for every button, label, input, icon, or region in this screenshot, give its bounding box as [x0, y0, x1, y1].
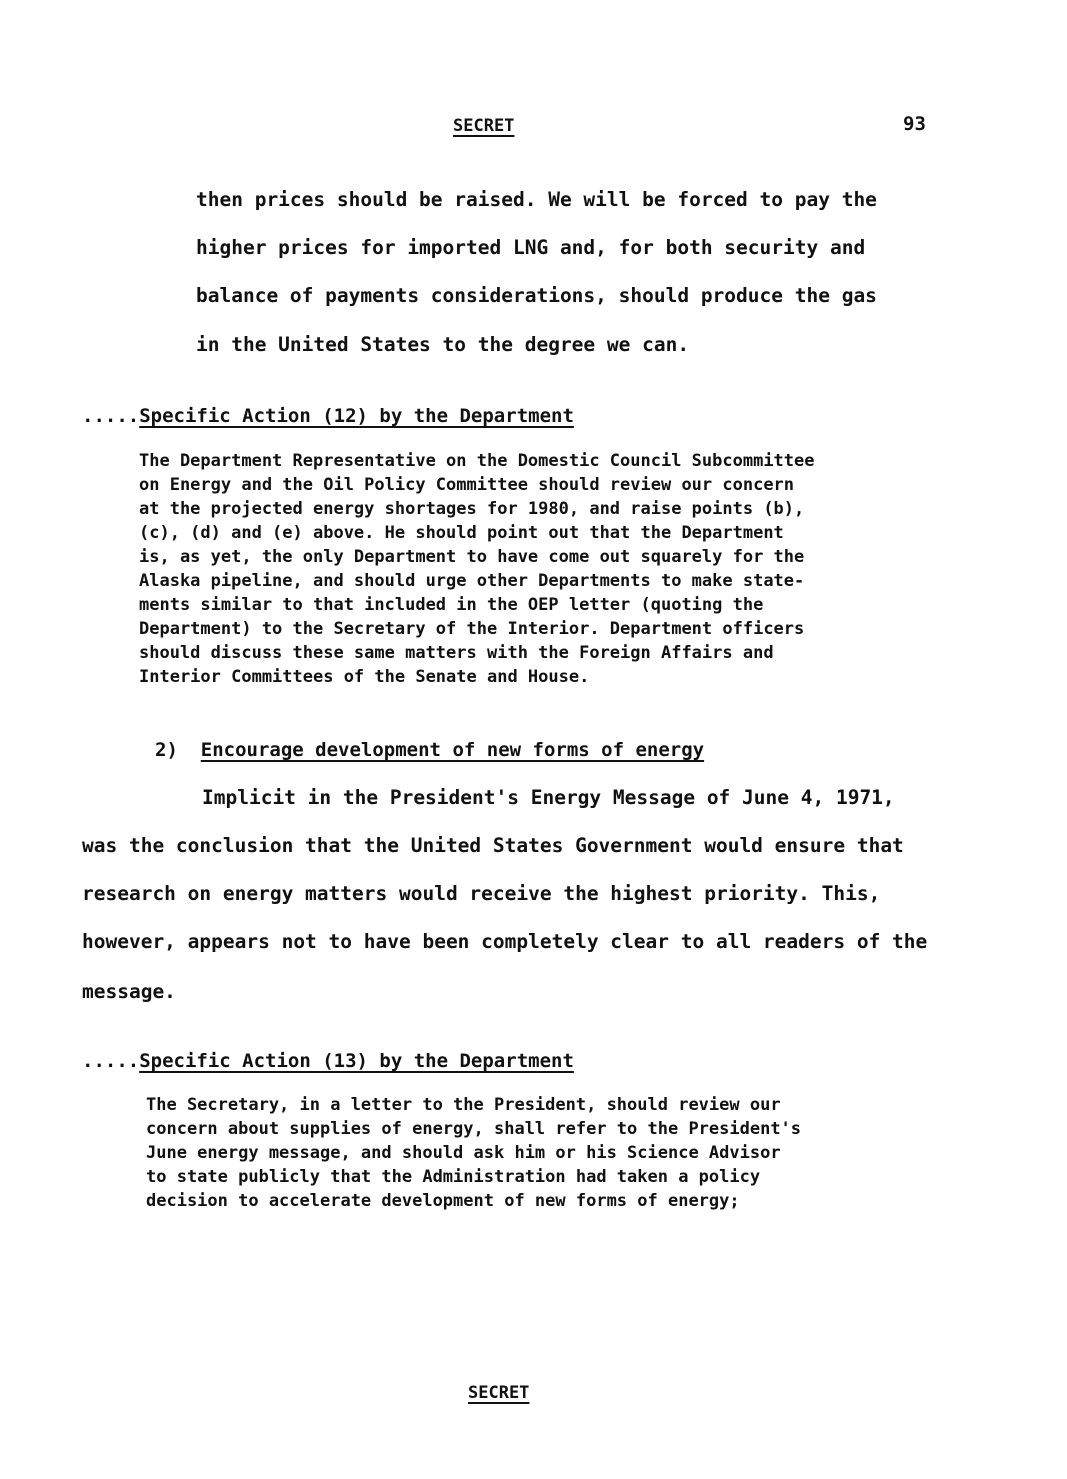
action-12-line: on Energy and the Oil Policy Committee should review our concern	[139, 475, 795, 495]
action-12-line: ments similar to that included in the OEP letter (quoting the	[139, 595, 764, 615]
action-12-line: should discuss these same matters with the Foreign Affairs and	[139, 643, 774, 663]
leader-dots: .....	[82, 1050, 140, 1072]
action-13-line: concern about supplies of energy, shall refer to the President's	[146, 1119, 802, 1139]
action-12-line: is, as yet, the only Department to have come out squarely for the	[139, 547, 805, 567]
section-2-number: 2)	[155, 739, 178, 761]
action-12-line: The Department Representative on the Domestic Council Subcommittee	[139, 451, 815, 471]
action-13-heading	[82, 1050, 574, 1072]
section-2-line: research on energy matters would receive the highest priority. This,	[82, 882, 881, 905]
intro-line: in the United States to the degree we can.	[196, 333, 690, 356]
classification-header: SECRET	[453, 116, 515, 136]
action-12-heading	[82, 405, 574, 427]
action-12-title: Specific Action (12) by the Department	[139, 405, 574, 427]
intro-line: then prices should be raised. We will be forced to pay the	[196, 188, 877, 211]
section-2-heading	[155, 739, 704, 761]
action-13-line: June energy message, and should ask him or his Science Advisor	[146, 1143, 781, 1163]
section-2-line: message.	[82, 980, 176, 1003]
action-13-title: Specific Action (13) by the Department	[139, 1050, 574, 1072]
action-12-line: (c), (d) and (e) above. He should point out that the Department	[139, 523, 784, 543]
action-12-line: at the projected energy shortages for 1980, and raise points (b),	[139, 499, 805, 519]
classification-footer: SECRET	[468, 1383, 530, 1403]
section-2-line: however, appears not to have been completely clear to all readers of the	[82, 930, 928, 953]
action-13-line: The Secretary, in a letter to the President, should review our	[146, 1095, 781, 1115]
section-2-line: Implicit in the President's Energy Message of June 4, 1971,	[202, 786, 895, 809]
intro-line: higher prices for imported LNG and, for both security and	[196, 236, 866, 259]
action-12-line: Alaska pipeline, and should urge other Departments to make state-	[139, 571, 805, 591]
action-12-line: Department) to the Secretary of the Interior. Department officers	[139, 619, 805, 639]
action-13-line: to state publicly that the Administration had taken a policy	[146, 1167, 761, 1187]
section-2-title: Encourage development of new forms of energy	[200, 739, 705, 761]
intro-line: balance of payments considerations, should produce the gas	[196, 284, 877, 307]
section-2-line: was the conclusion that the United States Government would ensure that	[82, 834, 904, 857]
page-number: 93	[903, 113, 926, 135]
action-12-line: Interior Committees of the Senate and House.	[139, 667, 590, 687]
leader-dots: .....	[82, 405, 140, 427]
action-13-line: decision to accelerate development of new forms of energy;	[146, 1191, 740, 1211]
